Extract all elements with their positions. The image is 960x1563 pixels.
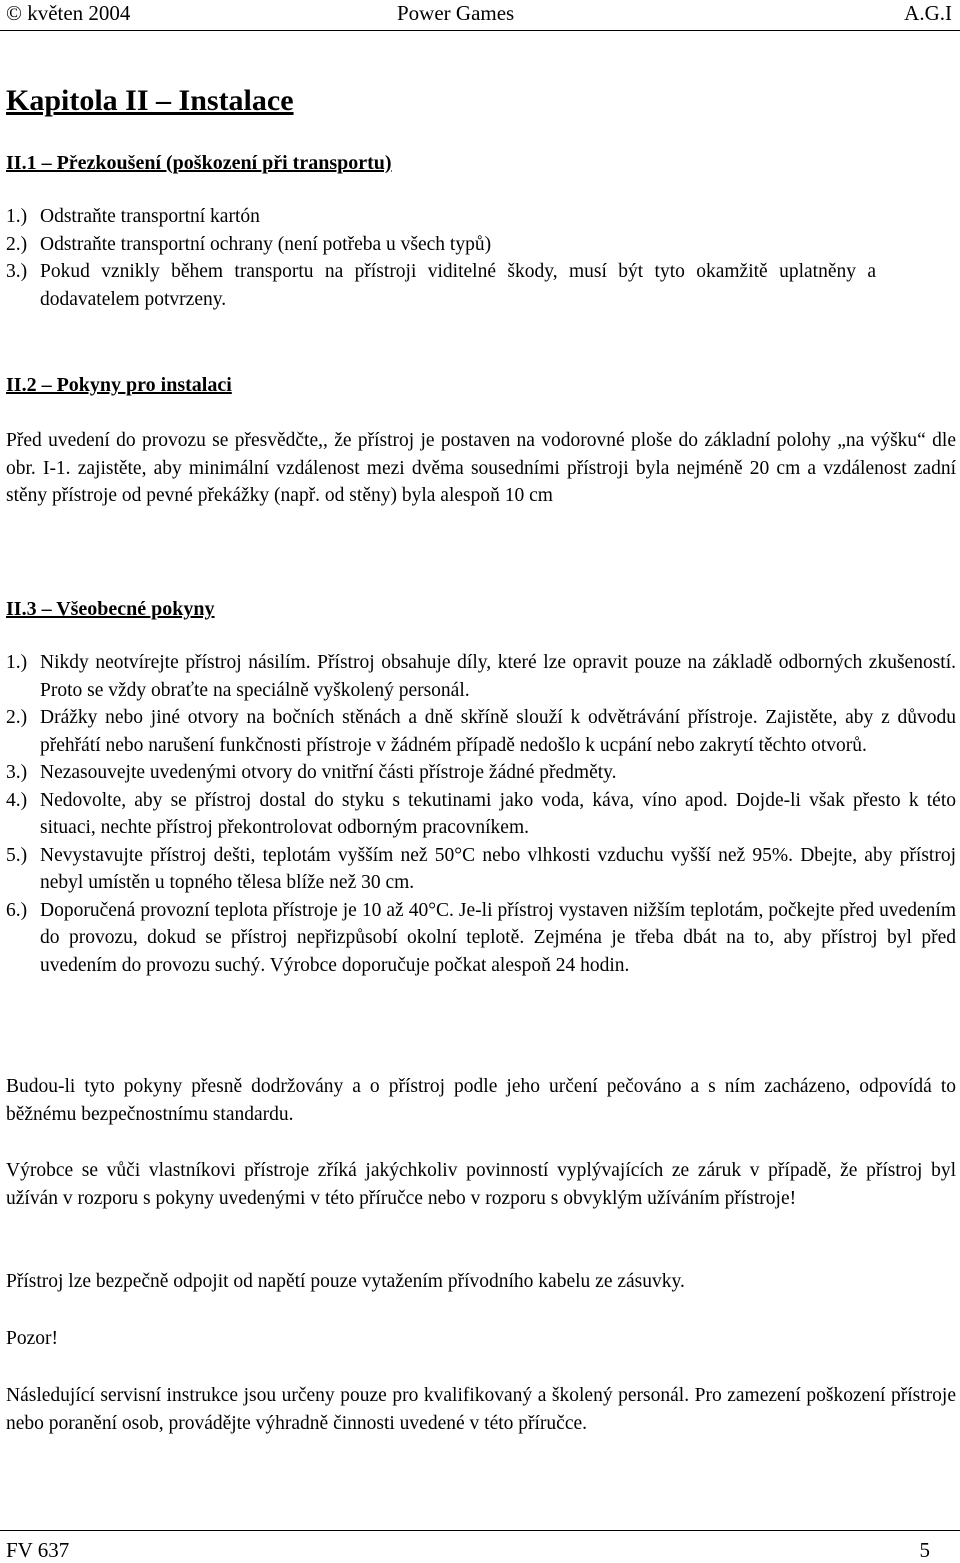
list-item: 5.) Nevystavujte přístroj dešti, teplotám vyšším než 50°C nebo vlhkosti vzduchu vyšší než 95%. Dbejte, aby přístroj nebyl umístěn u topného tělesa blíže než 30 cm.: [6, 844, 956, 893]
list-item: 1.) Nikdy neotvírejte přístroj násilím. Přístroj obsahuje díly, které lze opravit pouze na základě odborných zkušeností. Proto se vždy obraťte na speciálně vyškolený personál.: [6, 652, 956, 701]
paragraph-liability: Výrobce se vůči vlastníkovi přístroje zříká jakýchkoliv povinností vyplývajících ze záruk v případě, že přístroj byl užíván v rozporu s pokyny uvedenými v této příručce nebo v rozporu s obvyklým užíváním přístroje!: [6, 1160, 956, 1209]
header-code: A.G.I: [904, 1, 952, 25]
paragraph-warning: Pozor!: [6, 1328, 58, 1349]
page-header: [0, 0, 960, 31]
paragraph-service-instructions: Následující servisní instrukce jsou určeny pouze pro kvalifikovaný a školený personál. Pro zamezení poškození přístroje nebo poranění osob, provádějte výhradně činnosti uvedené v této příručce.: [6, 1385, 956, 1434]
list-item: 3.) Pokud vznikly během transportu na přístroji viditelné škody, musí být tyto okamžitě uplatněny a dodavatelem potvrzeny.: [6, 261, 876, 310]
list-item: 1.) Odstraňte transportní kartón: [6, 206, 260, 227]
paragraph-disconnect: Přístroj lze bezpečně odpojit od napětí pouze vytažením přívodního kabelu ze zásuvky.: [6, 1271, 685, 1292]
paragraph-safety-standard: Budou-li tyto pokyny přesně dodržovány a o přístroj podle jeho určení pečováno a s ním zacházeno, odpovídá to běžnému bezpečnostnímu standardu.: [6, 1076, 956, 1125]
list-item: 4.) Nedovolte, aby se přístroj dostal do styku s tekutinami jako voda, káva, víno apod. Dojde-li však přesto k této situaci, nechte přístroj překontrolovat odborným pracovníkem.: [6, 789, 956, 838]
list-item: 6.) Doporučená provozní teplota přístroje je 10 až 40°C. Je-li přístroj vystaven nižším teplotám, počkejte před uvedením do provozu, dokud se přístroj nepřizpůsobí okolní teplotě. Zejména je třeba dbát na to, aby přístroj byl před uvedením do provozu suchý. Výrobce doporučuje počkat alespoň 24 hodin.: [6, 899, 956, 976]
page-number: 5: [919, 1538, 930, 1562]
list-item: 2.) Drážky nebo jiné otvory na bočních stěnách a dně skříně slouží k odvětrávání přístroje. Zajistěte, aby z důvodu přehřátí nebo narušení funkčnosti přístroje v žádném případě nedošlo k ucpání nebo zakrytí těchto otvorů.: [6, 707, 956, 756]
section-heading-1: II.1 – Přezkoušení (poškození při transportu): [6, 152, 392, 174]
section-heading-2: II.2 – Pokyny pro instalaci: [6, 374, 232, 396]
section-heading-3: II.3 – Všeobecné pokyny: [6, 598, 215, 620]
footer-model: FV 637: [6, 1538, 70, 1562]
installation-paragraph: Před uvedení do provozu se přesvědčte,, že přístroj je postaven na vodorovné ploše do základní polohy „na výšku“ dle obr. I-1. zajistěte, aby minimální vzdálenost mezi dvěma sousedními přístroji byla nejméně 20 cm a vzdálenost zadní stěny přístroje od pevné překážky (např. od stěny) byla alespoň 10 cm: [6, 430, 956, 507]
header-date: © květen 2004: [6, 1, 131, 25]
list-item: 3.) Nezasouvejte uvedenými otvory do vnitřní části přístroje žádné předměty.: [6, 762, 617, 783]
transport-check-list: [6, 203, 956, 313]
header-company: Power Games: [397, 1, 515, 25]
page-footer: [0, 1530, 960, 1562]
list-item: 2.) Odstraňte transportní ochrany (není potřeba u všech typů): [6, 233, 492, 255]
general-instructions-list: [6, 649, 956, 979]
chapter-title: Kapitola II – Instalace: [6, 84, 294, 117]
